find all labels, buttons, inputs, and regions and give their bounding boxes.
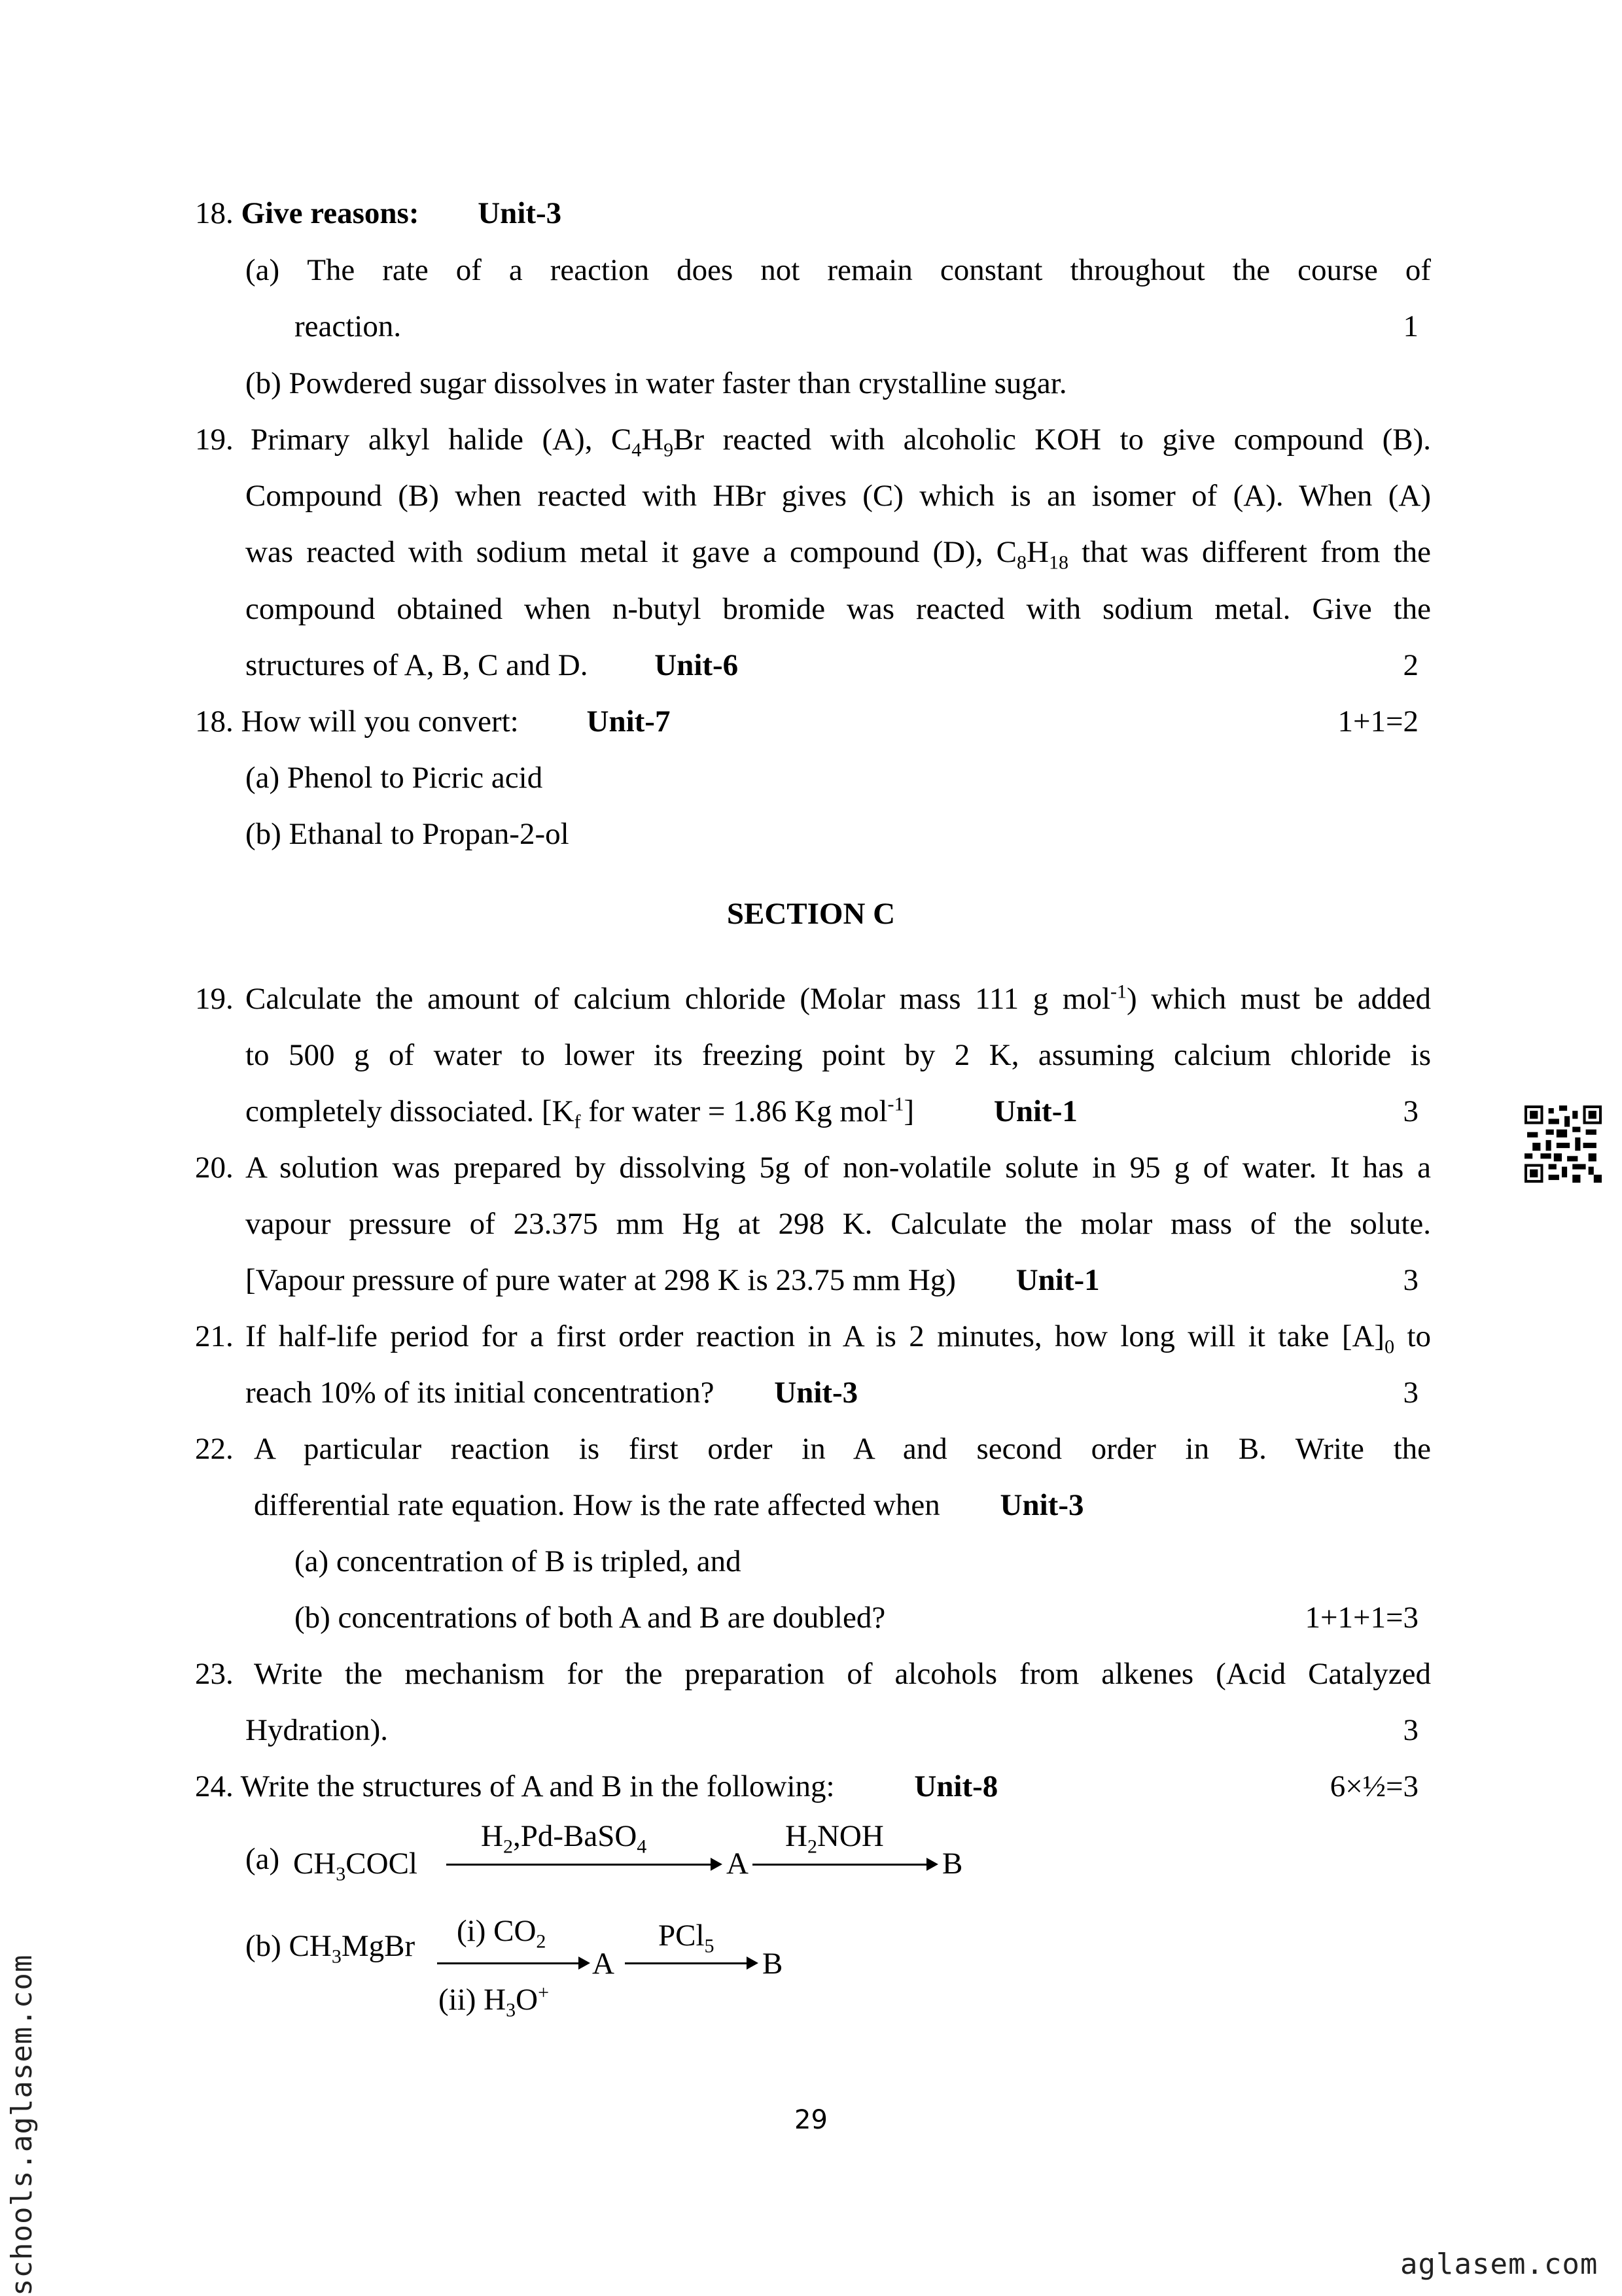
subscript: 4 [637,1835,647,1858]
question-number: 18. [195,704,234,739]
text: MgBr [341,1929,415,1963]
text: NOH [817,1819,884,1853]
text: Calculate the amount of calcium chloride (Molar mass 111 g mol [245,982,1111,1016]
text: Br reacted with alcoholic KOH to give compound (B). [673,423,1431,457]
text: was reacted with sodium metal it gave a compound (D), C [245,535,1017,569]
subscript: 18 [1048,551,1068,574]
text: ) which must be added [1127,982,1431,1016]
q22-b: (b) concentrations of both A and B are doubled? [294,1601,886,1635]
product-b: B [942,1847,963,1881]
unit-label: Unit-3 [774,1376,858,1410]
q19a-line-4: compound obtained when n-butyl bromide was reacted with sodium metal. Give the [245,592,1431,626]
watermark-side: schools.aglasem.com [5,1954,39,2296]
q22-line-2 [254,1487,1084,1523]
q19a-line-5 [245,647,738,684]
text: [Vapour pressure of pure water at 298 K is 23.75 mm Hg) [245,1263,956,1297]
question-text: Write the structures of A and B in the following: [240,1769,835,1803]
text: (ii) H [438,1983,506,2017]
reactant [293,1846,417,1885]
q19a-number: 19. [195,423,234,457]
q20-line-2: vapour pressure of 23.375 mm Hg at 298 K. Calculate the molar mass of the solute. [245,1207,1431,1241]
reagent-bottom [438,1981,549,2021]
q21-line-2 [245,1374,858,1411]
part-label: (a) [245,1842,280,1876]
text: structures of A, B, C and D. [245,648,588,682]
text: H [785,1819,807,1853]
q20-number: 20. [195,1151,234,1185]
product-b: B [762,1947,783,1981]
text: O [516,1983,538,2017]
marks: 2 [1403,648,1419,682]
product-a: A [726,1847,749,1881]
q20-line-1: A solution was prepared by dissolving 5g of non-volatile solute in 95 g of water. It has a [245,1151,1431,1185]
q19a-line-2: Compound (B) when reacted with HBr gives (C) which is an isomer of (A). When (A) [245,479,1431,513]
q24-header [195,1768,998,1805]
section-title: SECTION C [726,897,896,931]
unit-label: Unit-3 [478,196,562,230]
text: ] [904,1094,915,1128]
text: H [1027,535,1049,569]
marks: 3 [1403,1376,1419,1410]
question-text: How will you convert: [241,704,519,739]
superscript: -1 [887,1093,904,1115]
q18b-a: (a) Phenol to Picric acid [245,761,543,795]
q18b-header [195,703,670,740]
text: to [1394,1319,1431,1353]
reagent-2 [785,1818,884,1858]
question-number: 18. [195,196,234,230]
marks: 3 [1403,1263,1419,1297]
subscript: 3 [331,1945,342,1968]
watermark-bottom: aglasem.com [1400,2248,1598,2281]
marks: 1+1+1=3 [1305,1601,1419,1635]
qr-code [1525,1105,1602,1183]
question-number: 24. [195,1769,234,1803]
reaction-arrow [752,1864,936,1866]
subscript: 8 [1017,551,1027,574]
reaction-arrow [446,1864,720,1866]
reaction-arrow [625,1962,756,1964]
text: CH [293,1847,336,1881]
q22-number: 22. [195,1432,234,1466]
text: for water = 1.86 Kg mol [580,1094,888,1128]
reagent-top [457,1913,546,1953]
text: PCl [658,1919,705,1953]
q19-number: 19. [195,982,234,1016]
unit-label: Unit-1 [1015,1263,1100,1297]
question-title: Give reasons: [241,196,419,230]
text: (i) CO [457,1914,537,1948]
subscript: 0 [1384,1336,1395,1358]
text: differential rate equation. How is the rate affected when [254,1488,940,1522]
text: H [481,1819,503,1853]
q22-line-1: A particular reaction is first order in A and second order in B. Write the [254,1432,1431,1466]
unit-label: Unit-8 [914,1769,998,1803]
subscript: f [574,1111,581,1133]
text: completely dissociated. [K [245,1094,574,1128]
product-a: A [592,1947,614,1981]
reaction-arrow [437,1962,588,1964]
subscript: 2 [807,1835,817,1858]
q19-line-2: to 500 g of water to lower its freezing point by 2 K, assuming calcium chloride is [245,1038,1431,1072]
unit-label: Unit-1 [993,1094,1078,1128]
unit-label: Unit-3 [1000,1488,1084,1522]
subscript: 5 [704,1935,714,1957]
text: reach 10% of its initial concentration? [245,1376,714,1410]
q18a-a-cont: reaction. [294,309,402,343]
marks: 3 [1403,1094,1419,1128]
subscript: 3 [506,1999,516,2021]
text: (b) CH [245,1929,332,1963]
q19-line-3 [245,1093,1078,1133]
superscript: + [538,1981,549,2004]
q18a-header [195,195,561,232]
superscript: -1 [1110,981,1127,1003]
text: H [641,423,664,457]
q22-a: (a) concentration of B is tripled, and [294,1544,741,1578]
marks: 1+1=2 [1337,704,1419,739]
subscript: 9 [663,439,674,461]
q20-line-3 [245,1262,1100,1298]
subscript: 2 [536,1930,546,1953]
text: Primary alkyl halide (A), C [251,423,632,457]
text: COCl [345,1847,417,1881]
text: that was different from the [1068,535,1432,569]
q19a-line-3 [245,534,1432,574]
part-label: (a) [245,253,280,287]
q18a-b-line: (b) Powdered sugar dissolves in water faster than crystalline sugar. [245,366,1067,400]
q21-line-1 [245,1318,1431,1358]
marks: 1 [1403,309,1419,343]
marks: 6×½=3 [1330,1769,1419,1803]
q23-line-2: Hydration). [245,1713,388,1747]
q23-number: 23. [195,1657,234,1691]
text: If half-life period for a first order reaction in A is 2 minutes, how long will it take [A] [245,1319,1385,1353]
reagent-2 [658,1918,714,1957]
q19-line-1 [245,981,1431,1017]
reagent-1 [481,1818,647,1858]
subscript: 2 [502,1835,513,1858]
part-label-reactant [245,1928,415,1968]
marks: 3 [1403,1713,1419,1747]
part-text: The rate of a reaction does not remain constant throughout the course of [307,253,1431,287]
subscript: 4 [631,439,642,461]
q19a-line-1 [251,421,1431,461]
unit-label: Unit-7 [586,704,671,739]
q21-number: 21. [195,1319,234,1353]
unit-label: Unit-6 [654,648,739,682]
q23-line-1: Write the mechanism for the preparation of alcohols from alkenes (Acid Catalyzed [254,1657,1431,1691]
page-number: 29 [794,2105,828,2135]
subscript: 3 [336,1863,346,1885]
q18a-a-line [245,252,1431,288]
text: ,Pd-BaSO [512,1819,637,1853]
q18b-b: (b) Ethanal to Propan-2-ol [245,817,569,851]
